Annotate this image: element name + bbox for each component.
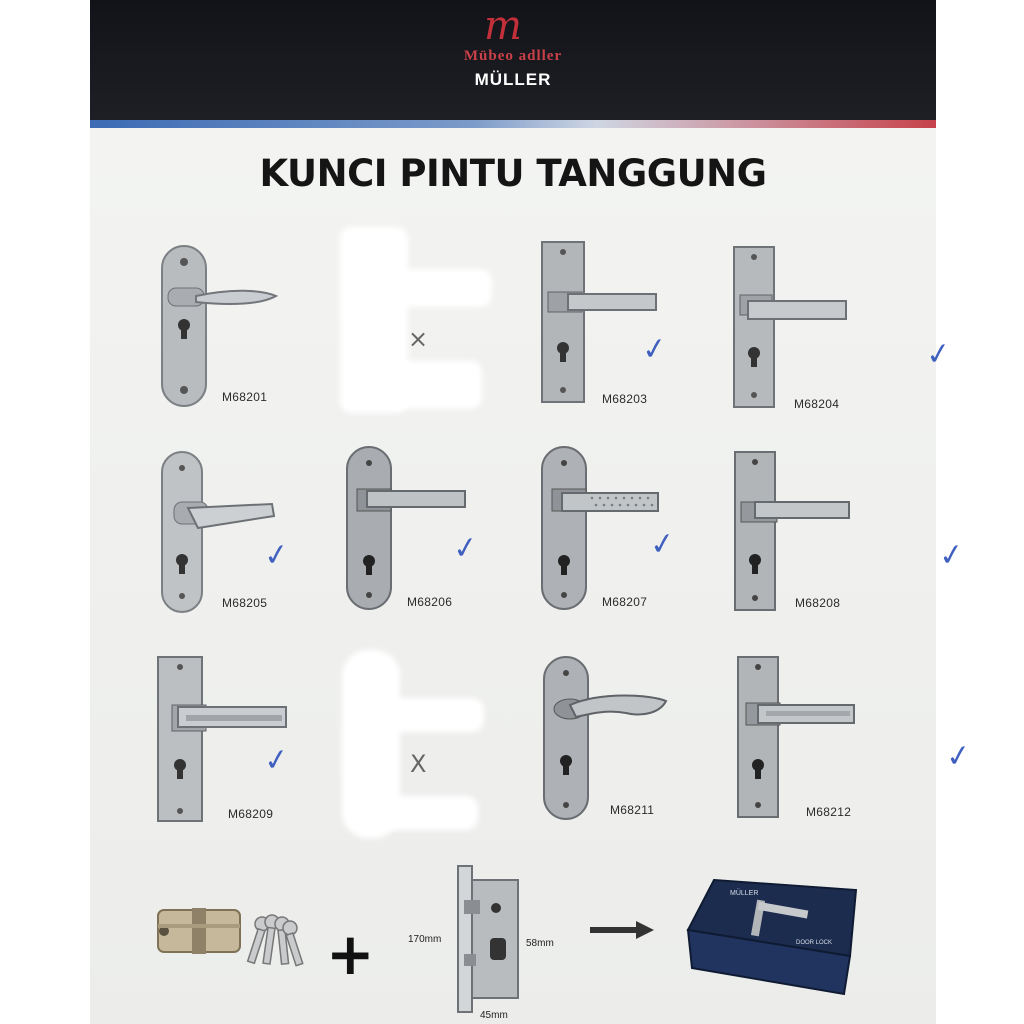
lever-handle-icon — [156, 655, 346, 830]
lever-handle-icon — [152, 240, 342, 415]
box-brand: MÜLLER — [730, 890, 759, 897]
product-item — [736, 655, 974, 855]
redacted-area — [388, 800, 474, 826]
product-item — [733, 450, 967, 650]
product-code: M68204 — [794, 397, 840, 411]
mortise-lock-body-icon — [454, 864, 524, 1014]
product-code: M68212 — [806, 805, 852, 819]
product-code: M68209 — [228, 807, 274, 821]
check-mark: ✓ — [639, 330, 670, 369]
lever-handle-icon — [538, 240, 728, 415]
lever-handle-icon — [540, 445, 730, 620]
lever-handle-icon — [736, 655, 926, 830]
brand-logo-mark: m — [484, 3, 522, 49]
redacted-area — [388, 702, 480, 728]
package-contents — [90, 850, 936, 1024]
check-mark: ✓ — [923, 335, 954, 374]
lever-handle-icon — [730, 245, 920, 420]
backset-dimension: 58mm — [526, 938, 554, 949]
check-mark: ✓ — [943, 737, 974, 776]
catalog-sheet — [90, 0, 974, 1024]
cylinder-lock-icon — [156, 902, 246, 962]
cross-mark: × — [408, 325, 429, 353]
keys-icon — [244, 912, 300, 974]
plus-sign: + — [326, 920, 375, 988]
product-item — [342, 650, 532, 850]
check-mark: ✓ — [261, 741, 292, 780]
product-code: M68203 — [602, 392, 648, 406]
check-mark: ✓ — [450, 529, 481, 568]
product-item — [730, 245, 954, 445]
product-item — [158, 450, 348, 650]
product-item — [542, 655, 732, 855]
cross-mark: X — [410, 750, 427, 778]
product-item — [538, 240, 728, 440]
check-mark: ✓ — [261, 536, 292, 575]
brand-name: MÜLLER — [474, 70, 552, 89]
product-code: M68206 — [407, 595, 453, 609]
product-code: M68205 — [222, 596, 268, 610]
lever-handle-icon — [345, 445, 535, 620]
product-code: M68207 — [602, 595, 648, 609]
header-stripe — [90, 120, 936, 128]
product-code: M68201 — [222, 390, 268, 404]
product-item — [540, 445, 730, 645]
check-mark: ✓ — [647, 525, 678, 564]
check-mark: ✓ — [936, 536, 967, 575]
page-title: KUNCI PINTU TANGGUNG — [259, 152, 767, 195]
product-item — [156, 655, 346, 855]
width-dimension: 45mm — [480, 1010, 508, 1021]
brand-subtitle: Mübeo adller — [463, 48, 563, 64]
product-item — [338, 225, 528, 425]
product-item — [152, 240, 342, 440]
redacted-area — [388, 273, 488, 303]
product-box-icon — [684, 870, 860, 1000]
arrow-right-icon — [588, 920, 656, 940]
box-label: DOOR LOCK — [796, 940, 833, 946]
height-dimension: 170mm — [408, 934, 442, 945]
product-item — [345, 445, 535, 645]
redacted-area — [388, 365, 478, 405]
product-code: M68208 — [795, 596, 841, 610]
product-code: M68211 — [610, 803, 655, 817]
